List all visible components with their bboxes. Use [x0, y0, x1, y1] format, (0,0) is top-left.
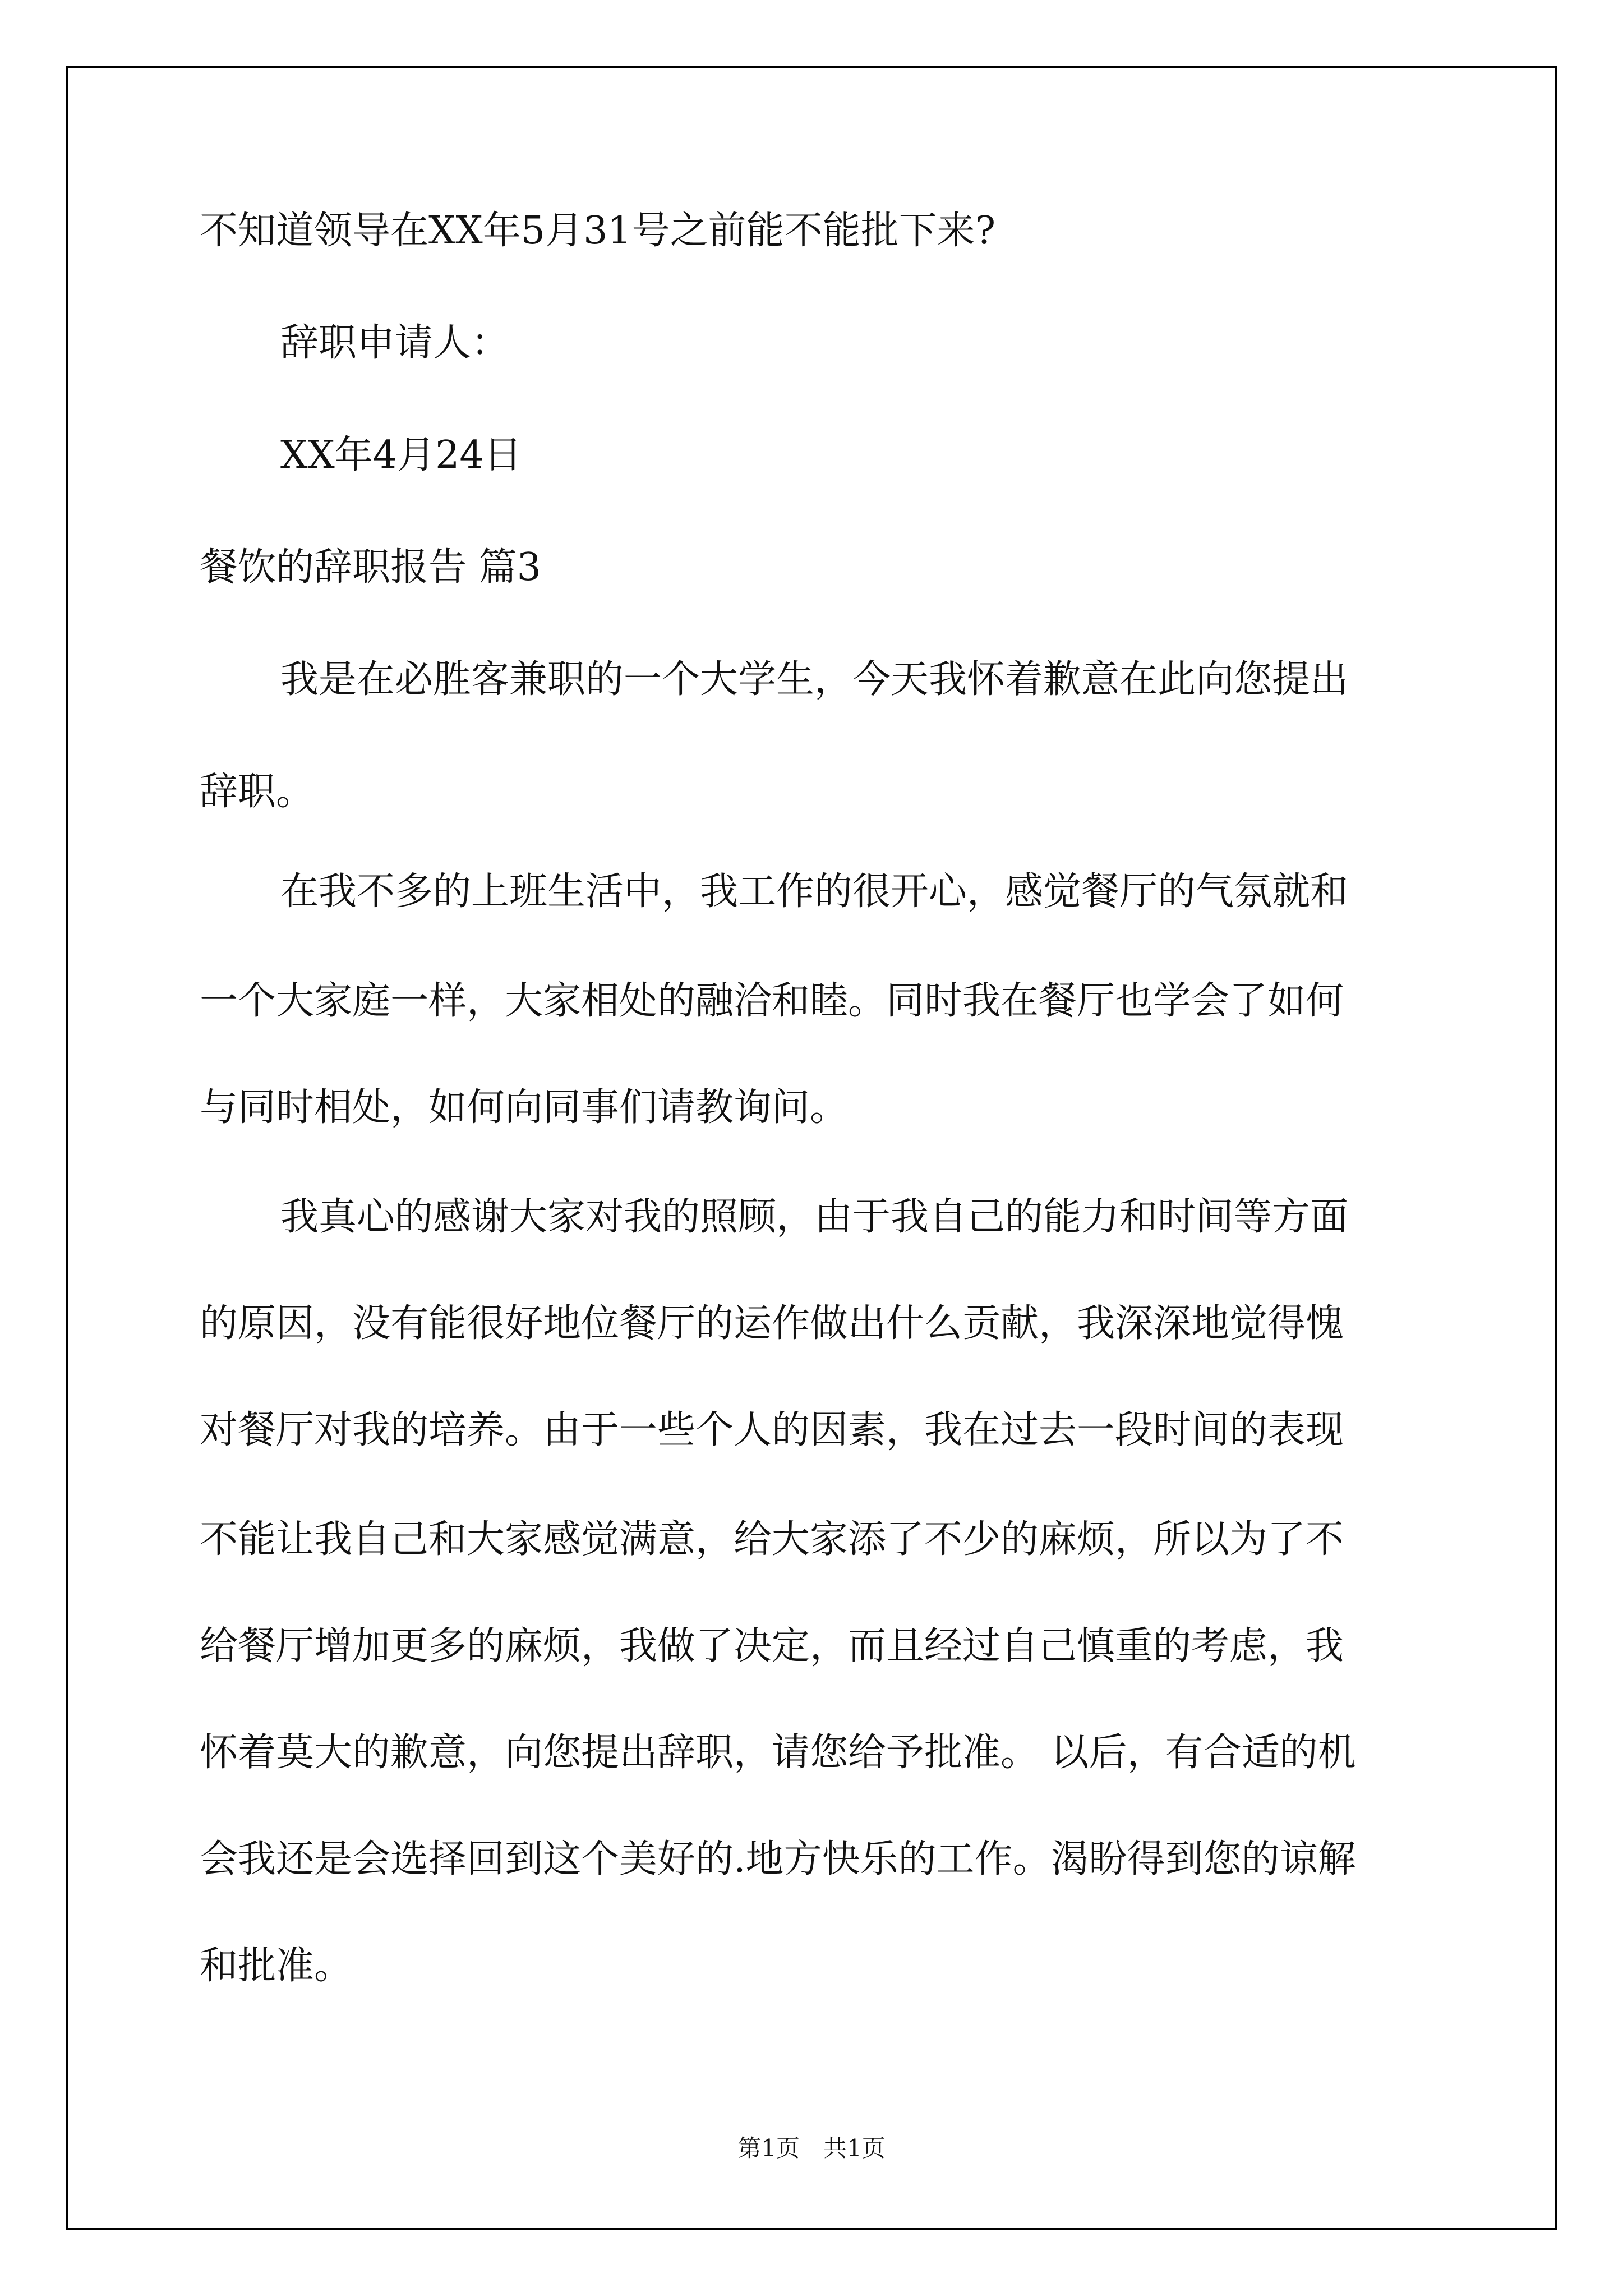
text-line: 会我还是会选择回到这个美好的.地方快乐的工作。渴盼得到您的谅解: [200, 1837, 1356, 1881]
text-line: 给餐厅增加更多的麻烦，我做了决定，而且经过自己慎重的考虑，我: [200, 1624, 1344, 1668]
text-line: 一个大家庭一样，大家相处的融洽和睦。同时我在餐厅也学会了如何: [200, 979, 1344, 1023]
text-line: 的原因，没有能很好地位餐厅的运作做出什么贡献，我深深地觉得愧: [200, 1301, 1344, 1346]
section-heading: 餐饮的辞职报告 篇3: [200, 545, 541, 590]
text-line: 不知道领导在XX年5月31号之前能不能批下来?: [200, 209, 996, 253]
text-line: 我真心的感谢大家对我的照顾，由于我自己的能力和时间等方面: [280, 1195, 1349, 1239]
page-footer: [0, 2133, 1623, 2164]
text-line: 对餐厅对我的培养。由于一些个人的因素，我在过去一段时间的表现: [200, 1408, 1344, 1452]
text-line: 与同时相处，如何向同事们请教询问。: [200, 1085, 849, 1130]
text-line: 我是在必胜客兼职的一个大学生，今天我怀着歉意在此向您提出: [280, 657, 1349, 702]
text-line: 怀着莫大的歉意，向您提出辞职，请您给予批准。 以后，有合适的机: [200, 1731, 1356, 1775]
signature-label: 辞职申请人：: [280, 321, 510, 365]
text-line: 在我不多的上班生活中，我工作的很开心，感觉餐厅的气氛就和: [280, 869, 1349, 914]
text-line: 辞职。: [200, 770, 315, 814]
text-line: 和批准。: [200, 1944, 353, 1988]
text-line: 不能让我自己和大家感觉满意，给大家添了不少的麻烦，所以为了不: [200, 1517, 1344, 1562]
signature-date: XX年4月24日: [280, 433, 522, 477]
page-number-label: 第1页 共1页: [737, 2134, 886, 2162]
page-border: [66, 66, 1557, 2230]
